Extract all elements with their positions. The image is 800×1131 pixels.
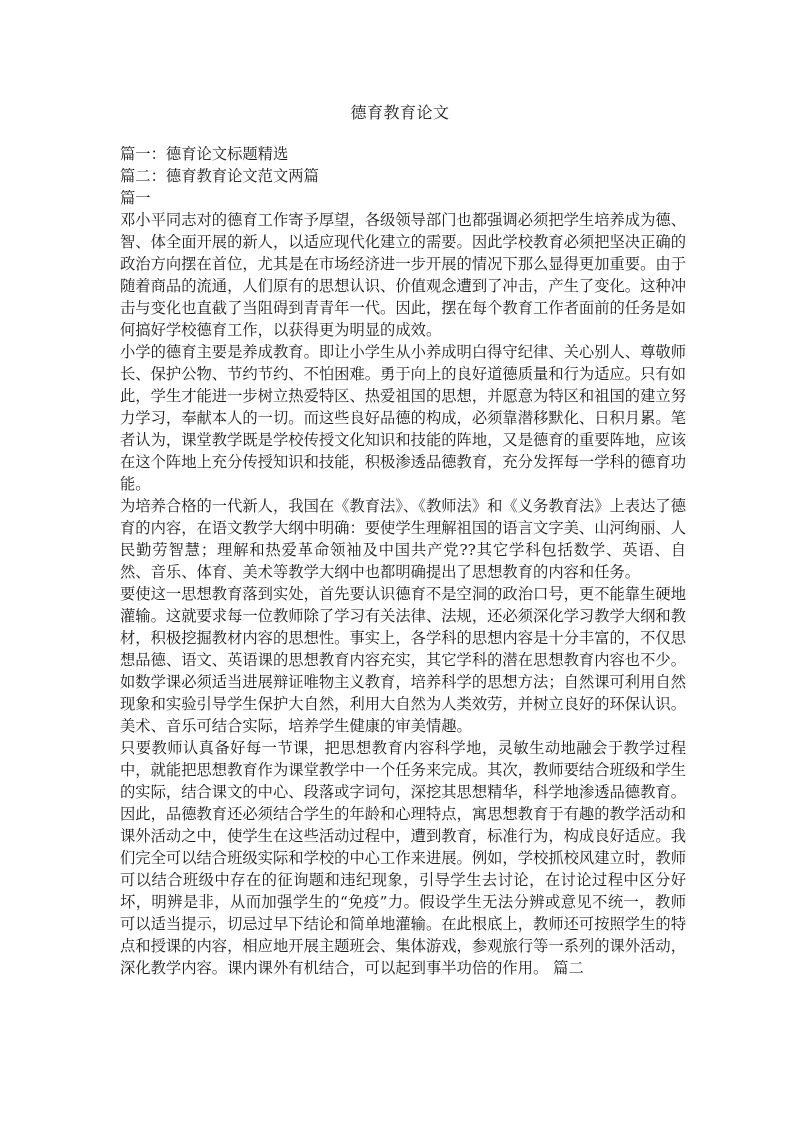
document-title: 德育教育论文 [350,103,450,122]
document-body [120,143,686,979]
section-label: 篇一 [120,189,151,207]
paragraph: 邓小平同志对的德育工作寄予厚望，各级领导部门也都强调必须把学生培养成为德、智、体全面开展的新人，以适应现代化建立的需要。因此学校教育必须把坚决正确的政治方向摆在首位，尤其是在市场经济进一步开展的情况下那么显得更加重要。由于随着商品的流通，人们原有的思想认识、价值观念遭到了冲击，产生了变化。这种冲击与变化也直截了当阻碍到青青年一代。因此，摆在每个教育工作者面前的任务是如何搞好学校德育工作，以获得更为明显的成效。 [120,211,686,339]
paragraph: 只要教师认真备好每一节课，把思想教育内容科学地，灵敏生动地融会于教学过程中，就能把思想教育作为课堂教学中一个任务来完成。其次，教师要结合班级和学生的实际，结合课文的中心、段落或字词句，深挖其思想精华，科学地渗透品德教育。因此，品德教育还必须结合学生的年龄和心理特点，寓思想教育于有趣的教学活动和课外活动之中，使学生在这些活动过程中，遭到教育，标准行为，构成良好适应。我们完全可以结合班级实际和学校的中心工作来进展。例如，学校抓校风建立时，教师可以结合班级中存在的征询题和违纪现象，引导学生去讨论，在讨论过程中区分好坏，明辨是非，从而加强学生的“免疫”力。假设学生无法分辨或意见不统一，教师可以适当提示，切忌过早下结论和简单地灌输。在此根底上，教师还可按照学生的特点和授课的内容，相应地开展主题班会、集体游戏，参观旅行等一系列的课外活动，深化教学内容。课内课外有机结合，可以起到事半功倍的作用。 篇二 [120,739,686,977]
paragraph: 为培养合格的一代新人，我国在《教育法》、《教师法》和《义务教育法》上表达了德育的内容，在语文教学大纲中明确：要使学生理解祖国的语言文字美、山河绚丽、人民勤劳智慧；理解和热爱革命领袖及中国共产党??其它学科包括数学、英语、自然、音乐、体育、美术等教学大纲中也都明确提出了思想教育的内容和任务。 [120,497,686,581]
toc-item: 篇一：德育论文标题精选 [120,145,289,163]
paragraph: 小学的德育主要是养成教育。即让小学生从小养成明白得守纪律、关心别人、尊敬师长、保护公物、节约节约、不怕困难。勇于向上的良好道德质量和行为适应。只有如此，学生才能进一步树立热爱特区、热爱祖国的思想，并愿意为特区和祖国的建立努力学习，奉献本人的一切。而这些良好品德的构成，必须靠潜移默化、日积月累。笔者认为，课堂教学既是学校传授文化知识和技能的阵地，又是德育的重要阵地，应该在这个阵地上充分传授知识和技能，积极渗透品德教育，充分发挥每一学科的德育功能。 [120,343,686,493]
toc-item: 篇二：德育教育论文范文两篇 [120,167,319,185]
paragraph: 要使这一思想教育落到实处，首先要认识德育不是空洞的政治口号，更不能靠生硬地灌输。这就要求每一位教师除了学习有关法律、法规，还必须深化学习教学大纲和教材，积极挖掘教材内容的思想性。事实上，各学科的思想内容是十分丰富的，不仅思想品德、语文、英语课的思想教育内容充实，其它学科的潜在思想教育内容也不少。如数学课必须适当进展辩证唯物主义教育，培养科学的思想方法；自然课可利用自然现象和实验引导学生保护大自然，利用大自然为人类效劳，并树立良好的环保认识。美术、音乐可结合实际，培养学生健康的审美情趣。 [120,585,686,735]
